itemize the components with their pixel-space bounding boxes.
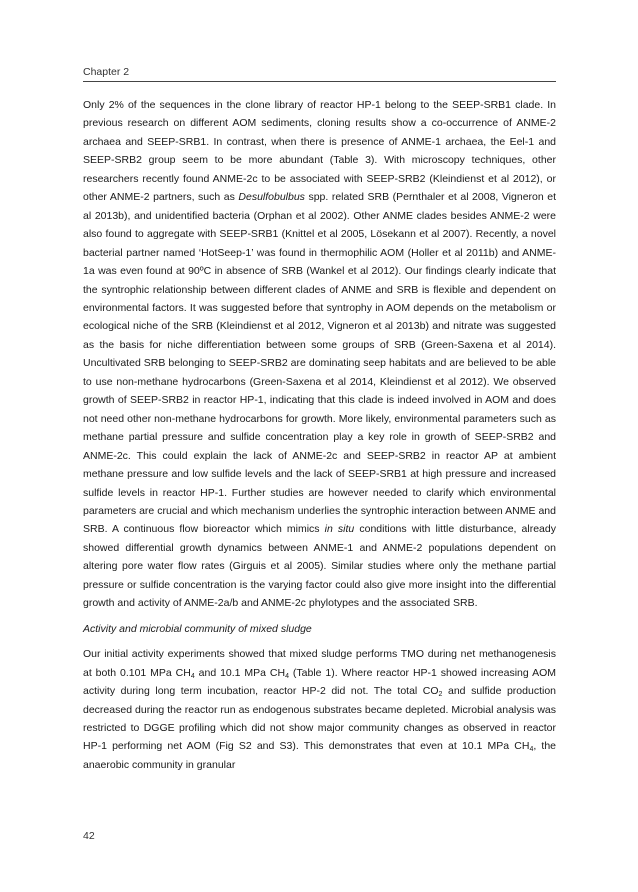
text-run: Our initial activity experiments showed that mixed sludge performs TMO during net methanogenesis at both 0.101 MPa CH bbox=[83, 648, 556, 679]
paragraph-syntrophy bbox=[83, 96, 556, 613]
text-run: Only 2% of the sequences in the clone library of reactor HP-1 belong to the SEEP-SRB1 clade. In previous research on different AOM sediments, cloning results show a co-occurrence of ANME-2 archaea and SEEP-SRB1. In contrast, when there is presence of ANME-1 archaea, the Eel-1 and SEEP-SRB2 group seem to be more abundant (Table 3). With microscopy techniques, other researchers recently found ANME-2c to be associated with SEEP-SRB2 (Kleindienst et al 2012), or other ANME-2 partners, such as bbox=[83, 99, 556, 204]
in-situ-term: in situ bbox=[324, 523, 355, 536]
section-heading: Activity and microbial community of mixed sludge bbox=[83, 622, 312, 635]
subscript: 2 bbox=[438, 691, 443, 699]
subscript: 4 bbox=[190, 672, 195, 680]
text-run: (Table 1). Where reactor HP-1 showed increasing AOM activity during long term incubation, reactor HP-2 did not. The total CO bbox=[83, 666, 556, 698]
text-run: conditions with little disturbance, already showed differential growth dynamics between ANME-1 and ANME-2 populations dependent on altering pore water flow rates (Girguis et al 2005). Similar studies where only the methane partial pressure or sulfide concentration is the varying factor could also give more insight into the differential growth and activity of ANME-2a/b and ANME-2c phylotypes and the associated SRB. bbox=[83, 523, 556, 610]
chapter-header: Chapter 2 bbox=[83, 66, 130, 78]
text-run: and sulfide production decreased during the reactor run as endogenous substrates became depleted. Microbial analysis was restricted to DGGE profiling which did not show major community changes as observed in reactor HP-1 performing net AOM (Fig S2 and S3). This demonstrates that even at 10.1 MPa CH bbox=[83, 685, 556, 753]
text-run: and 10.1 MPa CH bbox=[194, 666, 286, 679]
subscript: 4 bbox=[285, 672, 289, 680]
text-run: spp. related SRB (Pernthaler et al 2008, Vigneron et al 2013b), and unidentified bacteria (Orphan et al 2002). Other ANME clades besides ANME-2 were also found to aggregate with SEEP-SRB1 (Knittel et al 2005, Lösekann et al 2007). Recently, a novel bacterial partner named ‘HotSeep-1’ was found in thermophilic AOM (Holler et al 2011b) and ANME-1a was even found at 90ºC in absence of SRB (Wankel et al 2012). Our findings clearly indicate that the syntrophic relationship between different clades of ANME and SRB is flexible and dependent on environmental factors. It was suggested before that syntrophy in AOM depends on the metabolism or ecological niche of the SRB (Kleindienst et al 2012, Vigneron et al 2013b) and nitrate was suggested as the basis for niche differentiation between some groups of SRB (Green-Saxena et al 2014). Uncultivated SRB belonging to SEEP-SRB2 are dominating seep habitats and are believed to be able to use non-methane hydrocarbons (Green-Saxena et al 2014, Kleindienst et al 2012). We observed growth of SEEP-SRB2 in reactor HP-1, indicating that this clade is indeed involved in AOM and does not need other non-methane hydrocarbons for growth. More likely, environmental parameters such as methane partial pressure and sulfide concentration play a key role in growth of SEEP-SRB2 and ANME-2c. This could explain the lack of ANME-2c and SEEP-SRB2 in reactor AP at ambient methane pressure and low sulfide levels and the lack of SEEP-SRB1 at high pressure and increased sulfide levels in reactor HP-1. Further studies are however needed to clarify which environmental parameters are crucial and which mechanism underlies the syntrophic interaction between ANME and SRB. A continuous flow bioreactor which mimics bbox=[83, 191, 556, 536]
paragraph-mixed-sludge bbox=[83, 645, 556, 774]
genus-name: Desulfobulbus bbox=[238, 191, 305, 204]
text-run: , the anaerobic community in granular bbox=[83, 740, 557, 771]
page-body bbox=[83, 96, 556, 774]
page-number: 42 bbox=[83, 830, 95, 842]
header-rule bbox=[83, 81, 556, 82]
subscript: 4 bbox=[529, 746, 534, 754]
